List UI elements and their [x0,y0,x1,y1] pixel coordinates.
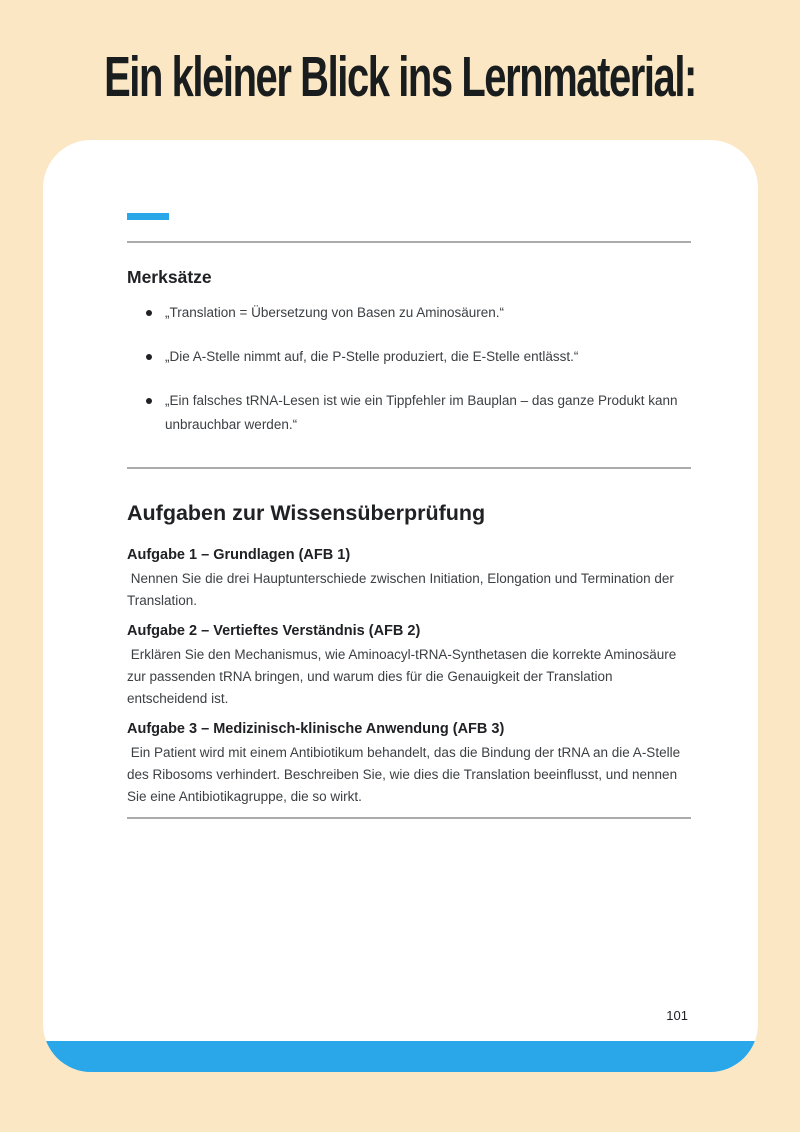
task-title: Aufgabe 3 – Medizinisch-klinische Anwendung (AFB 3) [127,721,505,737]
task-block [127,546,691,612]
content-card [43,140,758,1072]
list-item-text: „Translation = Übersetzung von Basen zu Aminosäuren.“ [165,305,505,320]
list-item [127,345,691,369]
bullet-icon [146,354,152,360]
divider-middle [127,467,691,469]
list-item-text: „Die A-Stelle nimmt auf, die P-Stelle produziert, die E-Stelle entlässt.“ [165,349,579,364]
accent-bar [127,213,169,220]
task-title: Aufgabe 2 – Vertieftes Verständnis (AFB 2) [127,623,421,639]
merksaetze-list [127,301,691,437]
card-content [43,213,758,819]
page-title: Ein kleiner Blick ins Lernmaterial: [104,45,696,109]
footer-bar [43,1041,758,1072]
divider-top [127,241,691,243]
task-block [127,720,691,808]
task-block [127,622,691,710]
page-number: 101 [666,1008,688,1023]
bullet-icon [146,398,152,404]
task-title: Aufgabe 1 – Grundlagen (AFB 1) [127,547,351,563]
list-item [127,389,691,437]
list-item-text: „Ein falsches tRNA-Lesen ist wie ein Tippfehler im Bauplan – das ganze Produkt kann unbrauchbar werden.“ [165,393,678,432]
divider-bottom [127,817,691,819]
merksaetze-heading: Merksätze [127,267,212,287]
task-text: Erklären Sie den Mechanismus, wie Aminoacyl-tRNA-Synthetasen die korrekte Aminosäure zur passenden tRNA bringen, und warum dies für die Genauigkeit der Translation entscheidend ist. [127,647,681,706]
list-item [127,301,691,325]
aufgaben-heading: Aufgaben zur Wissensüberprüfung [127,501,486,525]
bullet-icon [146,310,152,316]
task-text: Ein Patient wird mit einem Antibiotikum behandelt, das die Bindung der tRNA an die A-Stelle des Ribosoms verhindert. Beschreiben Sie, wie dies die Translation beeinflusst, und nennen Sie eine Antibiotikagruppe, die so wirkt. [127,745,684,804]
task-text: Nennen Sie die drei Hauptunterschiede zwischen Initiation, Elongation und Termination der Translation. [127,571,678,608]
